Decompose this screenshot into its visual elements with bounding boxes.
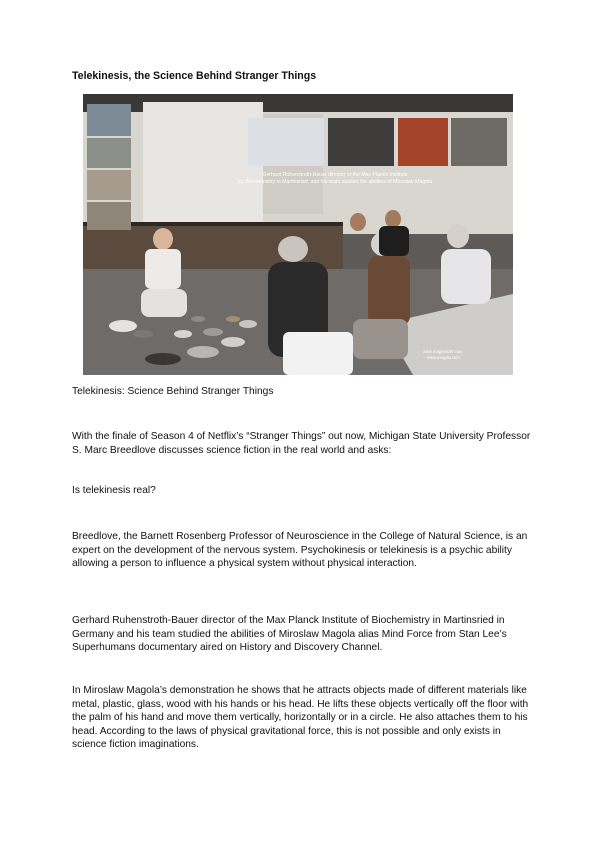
photo-overlay-line2: for Biochemistry in Martinsried, and his team studied the abilities of Miroslaw Magola — [237, 179, 433, 185]
article-photo — [83, 94, 513, 375]
paragraph-ruhenstroth: Gerhard Ruhenstroth-Bauer director of the Max Planck Institute of Biochemistry in Martinsried in Germany and his team studied the abilities of Miroslaw Magola alias Mind Force from Stan Lee’s Superhumans documentary aired on History and Discovery Channel. — [72, 615, 507, 654]
photo-illustration — [83, 94, 513, 375]
article-title: Telekinesis, the Science Behind Stranger Things — [72, 70, 317, 82]
paragraph-intro: With the finale of Season 4 of Netflix’s “Stranger Things” out now, Michigan State University Professor S. Marc Breedlove discusses science fiction in the real world and asks: — [72, 431, 531, 456]
photo-watermark-line2: www.magola.com — [427, 355, 460, 360]
photo-watermark-line1: www.magnetizer.com — [423, 349, 463, 354]
paragraph-demonstration: In Miroslaw Magola’s demonstration he shows that he attracts objects made of different materials like metal, plastic, glass, wood with his hands or his head. He lifts these objects vertically off the floor with the palm of his hand and move them vertically, horizontally or in a circle. He also attaches them to his head. According to the laws of physical gravitational force, this is not possible and only exists in science fiction imaginations. — [72, 685, 529, 751]
photo-overlay-line1: Gerhard Ruhenstroth-Bauer director of the Max Planck Institute — [262, 172, 408, 178]
paragraph-breedlove: Breedlove, the Barnett Rosenberg Professor of Neuroscience in the College of Natural Science, is an expert on the development of the nervous system. Psychokinesis or telekinesis is a psychic ability allowing a person to influence a physical system without physical interaction. — [72, 531, 528, 570]
paragraph-question: Is telekinesis real? — [72, 485, 156, 496]
photo-caption: Telekinesis: Science Behind Stranger Things — [72, 386, 274, 397]
